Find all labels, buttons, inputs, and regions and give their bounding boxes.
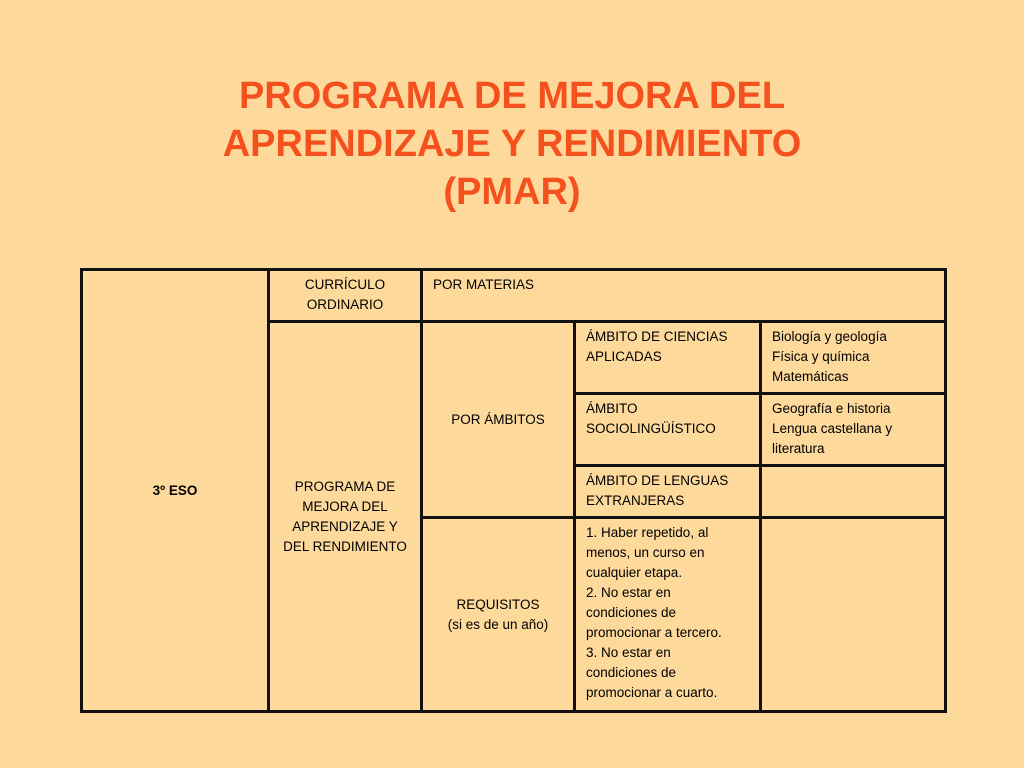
requirements-empty-cell: [761, 518, 946, 712]
by-areas-cell: [422, 322, 575, 518]
requirements-label-cell: [422, 518, 575, 712]
program-line-2: MEJORA DEL: [302, 498, 388, 514]
subject-item: literatura: [772, 441, 825, 456]
requirement-line: 1. Haber repetido, al: [586, 525, 709, 540]
requirement-line: promocionar a cuarto.: [586, 685, 718, 700]
subject-item: Física y química: [772, 349, 870, 364]
program-line-3: APRENDIZAJE Y: [292, 518, 398, 534]
by-subjects-cell: [422, 270, 946, 322]
area-name-line-2: APLICADAS: [586, 349, 662, 364]
area-name-line-1: ÁMBITO: [586, 401, 638, 416]
area-name-line-1: ÁMBITO DE LENGUAS: [586, 473, 729, 488]
requirement-line: menos, un curso en: [586, 545, 705, 560]
subject-item: Lengua castellana y: [772, 421, 893, 436]
area-subjects-cell: [761, 394, 946, 466]
program-line-4: DEL RENDIMIENTO: [283, 538, 407, 554]
page-title: [112, 72, 912, 216]
requirement-line: promocionar a tercero.: [586, 625, 722, 640]
title-line-1: PROGRAMA DE MEJORA DEL: [238, 75, 786, 117]
ordinary-curriculum-cell: [269, 270, 422, 322]
subject-item: Geografía e historia: [772, 401, 891, 416]
course-label: 3º ESO: [152, 482, 198, 498]
title-line-3: (PMAR): [443, 171, 581, 213]
program-cell: [269, 322, 422, 712]
area-name-line-2: SOCIOLINGÜÍSTICO: [586, 421, 716, 436]
area-subjects-cell: [761, 466, 946, 518]
requirements-note: (si es de un año): [447, 616, 549, 632]
requirement-line: 3. No estar en: [586, 645, 671, 660]
area-name-line-1: ÁMBITO DE CIENCIAS: [586, 329, 728, 344]
program-line-1: PROGRAMA DE: [294, 478, 396, 494]
ordinary-line-1: CURRÍCULO: [304, 277, 386, 292]
pmar-table: [80, 268, 947, 713]
requirement-line: 2. No estar en: [586, 585, 671, 600]
requirement-line: condiciones de: [586, 605, 677, 620]
requirements-label: REQUISITOS: [456, 596, 540, 612]
course-cell: [82, 270, 269, 712]
area-name-cell: [575, 394, 761, 466]
by-areas-label: POR ÁMBITOS: [451, 411, 545, 427]
area-name-cell: [575, 322, 761, 394]
requirement-line: condiciones de: [586, 665, 677, 680]
title-line-2: APRENDIZAJE Y RENDIMIENTO: [222, 123, 802, 165]
ordinary-line-2: ORDINARIO: [306, 297, 384, 312]
area-name-cell: [575, 466, 761, 518]
by-subjects-label: POR MATERIAS: [433, 277, 535, 292]
area-subjects-cell: [761, 322, 946, 394]
requirements-list-cell: [575, 518, 761, 712]
subject-item: Matemáticas: [772, 369, 849, 384]
subject-item: Biología y geología: [772, 329, 887, 344]
requirement-line: cualquier etapa.: [586, 565, 683, 580]
area-name-line-2: EXTRANJERAS: [586, 493, 685, 508]
